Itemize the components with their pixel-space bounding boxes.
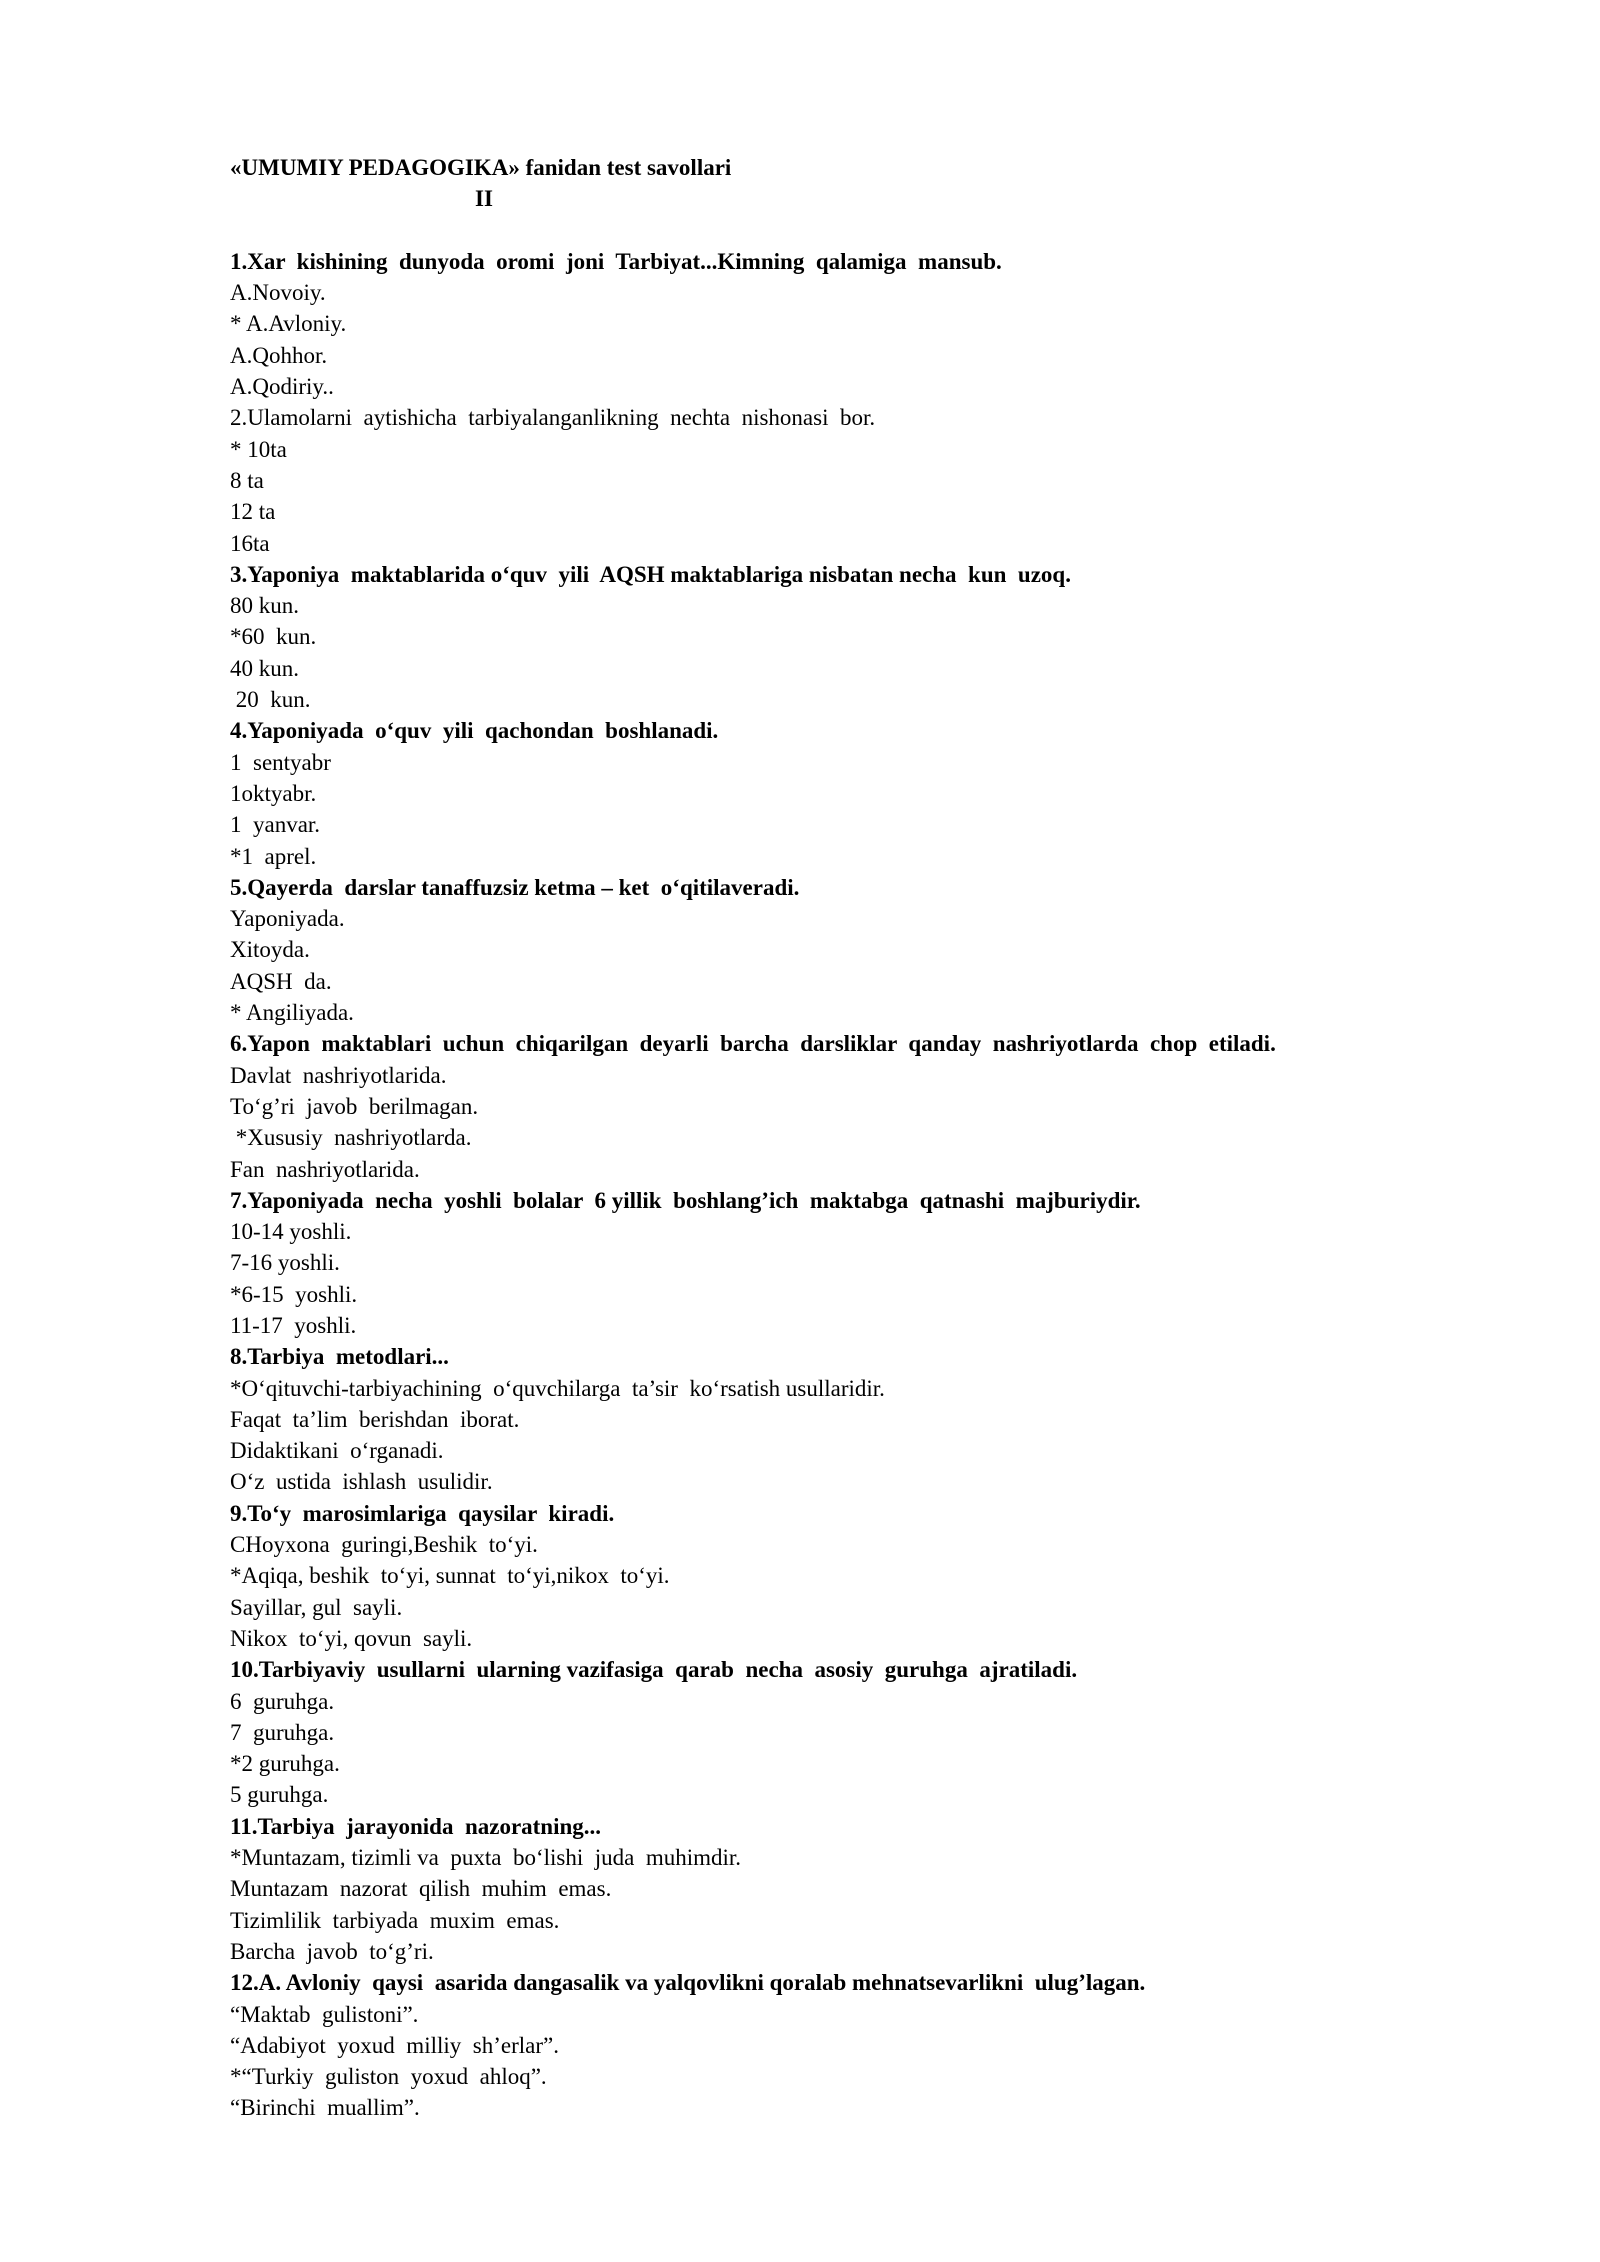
answer-option: Muntazam nazorat qilish muhim emas. bbox=[230, 1876, 612, 1902]
question-text: 3.Yaponiya maktablarida o‘quv yili AQSH maktablariga nisbatan necha kun uzoq. bbox=[230, 561, 1071, 587]
answer-option: *Xususiy nashriyotlarda. bbox=[230, 1125, 472, 1151]
answer-option: * A.Avloniy. bbox=[230, 311, 347, 337]
answer-option: Sayillar, gul sayli. bbox=[230, 1594, 403, 1620]
answer-option: *Aqiqa, beshik to‘yi, sunnat to‘yi,nikox to‘yi. bbox=[230, 1563, 670, 1589]
answer-option: 5 guruhga. bbox=[230, 1782, 329, 1808]
question-text: 9.To‘y marosimlariga qaysilar kiradi. bbox=[230, 1500, 615, 1526]
answer-option: Tizimlilik tarbiyada muxim emas. bbox=[230, 1907, 560, 1933]
answer-option: *Muntazam, tizimli va puxta bo‘lishi juda muhimdir. bbox=[230, 1845, 742, 1871]
question-text: 7.Yaponiyada necha yoshli bolalar 6 yillik boshlang’ich maktabga qatnashi majburiydir. bbox=[230, 1187, 1141, 1213]
answer-option: *1 aprel. bbox=[230, 843, 317, 869]
answer-option: 10-14 yoshli. bbox=[230, 1219, 352, 1245]
answer-option: CHoyxona guringi,Beshik to‘yi. bbox=[230, 1532, 538, 1558]
answer-option: Yaponiyada. bbox=[230, 906, 345, 932]
question-block bbox=[230, 872, 1530, 1028]
document-page bbox=[230, 152, 1530, 2124]
answer-option: * 10ta bbox=[230, 436, 287, 462]
answer-option: *60 kun. bbox=[230, 624, 317, 650]
question-block bbox=[230, 1498, 1530, 1654]
answer-option: * Angiliyada. bbox=[230, 1000, 354, 1026]
question-block bbox=[230, 402, 1530, 558]
answer-option: Davlat nashriyotlarida. bbox=[230, 1062, 447, 1088]
answer-option: To‘g’ri javob berilmagan. bbox=[230, 1093, 479, 1119]
question-text: 6.Yapon maktablari uchun chiqarilgan deyarli barcha darsliklar qanday nashriyotlarda chop etiladi. bbox=[230, 1031, 1276, 1057]
answer-option: Faqat ta’lim berishdan iborat. bbox=[230, 1406, 520, 1432]
question-block bbox=[230, 1654, 1530, 1810]
question-text: 8.Tarbiya metodlari... bbox=[230, 1344, 449, 1370]
question-block bbox=[230, 1185, 1530, 1341]
answer-option: O‘z ustida ishlash usulidir. bbox=[230, 1469, 493, 1495]
answer-option: 6 guruhga. bbox=[230, 1688, 335, 1714]
answer-option: 8 ta bbox=[230, 467, 264, 493]
answer-option: 16ta bbox=[230, 530, 270, 556]
question-block bbox=[230, 1341, 1530, 1497]
answer-option: 7 guruhga. bbox=[230, 1719, 335, 1745]
answer-option: *“Turkiy guliston yoxud ahloq”. bbox=[230, 2064, 547, 2090]
answer-option: Fan nashriyotlarida. bbox=[230, 1156, 420, 1182]
question-text: 12.A. Avloniy qaysi asarida dangasalik va yalqovlikni qoralab mehnatsevarlikni ulug’lagan. bbox=[230, 1970, 1146, 1996]
question-block bbox=[230, 559, 1530, 715]
document-subtitle: II bbox=[475, 186, 493, 212]
question-text: 11.Tarbiya jarayonida nazoratning... bbox=[230, 1813, 602, 1839]
question-list bbox=[230, 246, 1530, 2124]
answer-option: A.Qohhor. bbox=[230, 342, 328, 368]
document-title: «UMUMIY PEDAGOGIKA» fanidan test savollari bbox=[230, 155, 732, 180]
answer-option: “Adabiyot yoxud milliy sh’erlar”. bbox=[230, 2032, 559, 2058]
question-text: 10.Tarbiyaviy usullarni ularning vazifasiga qarab necha asosiy guruhga ajratiladi. bbox=[230, 1657, 1078, 1683]
answer-option: 20 kun. bbox=[230, 687, 311, 713]
answer-option: Xitoyda. bbox=[230, 937, 310, 963]
blank-line bbox=[230, 215, 1530, 246]
answer-option: 1oktyabr. bbox=[230, 780, 317, 806]
answer-option: Barcha javob to‘g’ri. bbox=[230, 1938, 434, 1964]
question-block bbox=[230, 1028, 1530, 1184]
question-text: 4.Yaponiyada o‘quv yili qachondan boshlanadi. bbox=[230, 718, 719, 744]
answer-option: Nikox to‘yi, qovun sayli. bbox=[230, 1625, 473, 1651]
answer-option: 12 ta bbox=[230, 499, 276, 525]
answer-option: 1 sentyabr bbox=[230, 749, 331, 775]
question-block bbox=[230, 1967, 1530, 2123]
question-block bbox=[230, 246, 1530, 402]
question-block bbox=[230, 1811, 1530, 1967]
answer-option: 80 kun. bbox=[230, 593, 299, 619]
answer-option: *O‘qituvchi-tarbiyachining o‘quvchilarga ta’sir ko‘rsatish usullaridir. bbox=[230, 1375, 885, 1401]
answer-option: 7-16 yoshli. bbox=[230, 1250, 340, 1276]
answer-option: “Maktab gulistoni”. bbox=[230, 2001, 419, 2027]
answer-option: A.Novoiy. bbox=[230, 280, 326, 306]
answer-option: AQSH da. bbox=[230, 968, 332, 994]
question-text: 1.Xar kishining dunyoda oromi joni Tarbiyat...Kimning qalamiga mansub. bbox=[230, 248, 1002, 274]
answer-option: 40 kun. bbox=[230, 655, 299, 681]
question-block bbox=[230, 715, 1530, 871]
answer-option: *2 guruhga. bbox=[230, 1751, 340, 1777]
question-text: 5.Qayerda darslar tanaffuzsiz ketma – ket o‘qitilaveradi. bbox=[230, 874, 800, 900]
answer-option: *6-15 yoshli. bbox=[230, 1281, 358, 1307]
answer-option: Didaktikani o‘rganadi. bbox=[230, 1438, 444, 1464]
answer-option: 1 yanvar. bbox=[230, 812, 321, 838]
answer-option: 11-17 yoshli. bbox=[230, 1312, 357, 1338]
answer-option: A.Qodiriy.. bbox=[230, 374, 334, 400]
question-text: 2.Ulamolarni aytishicha tarbiyalanganlikning nechta nishonasi bor. bbox=[230, 405, 876, 431]
answer-option: “Birinchi muallim”. bbox=[230, 2095, 420, 2121]
